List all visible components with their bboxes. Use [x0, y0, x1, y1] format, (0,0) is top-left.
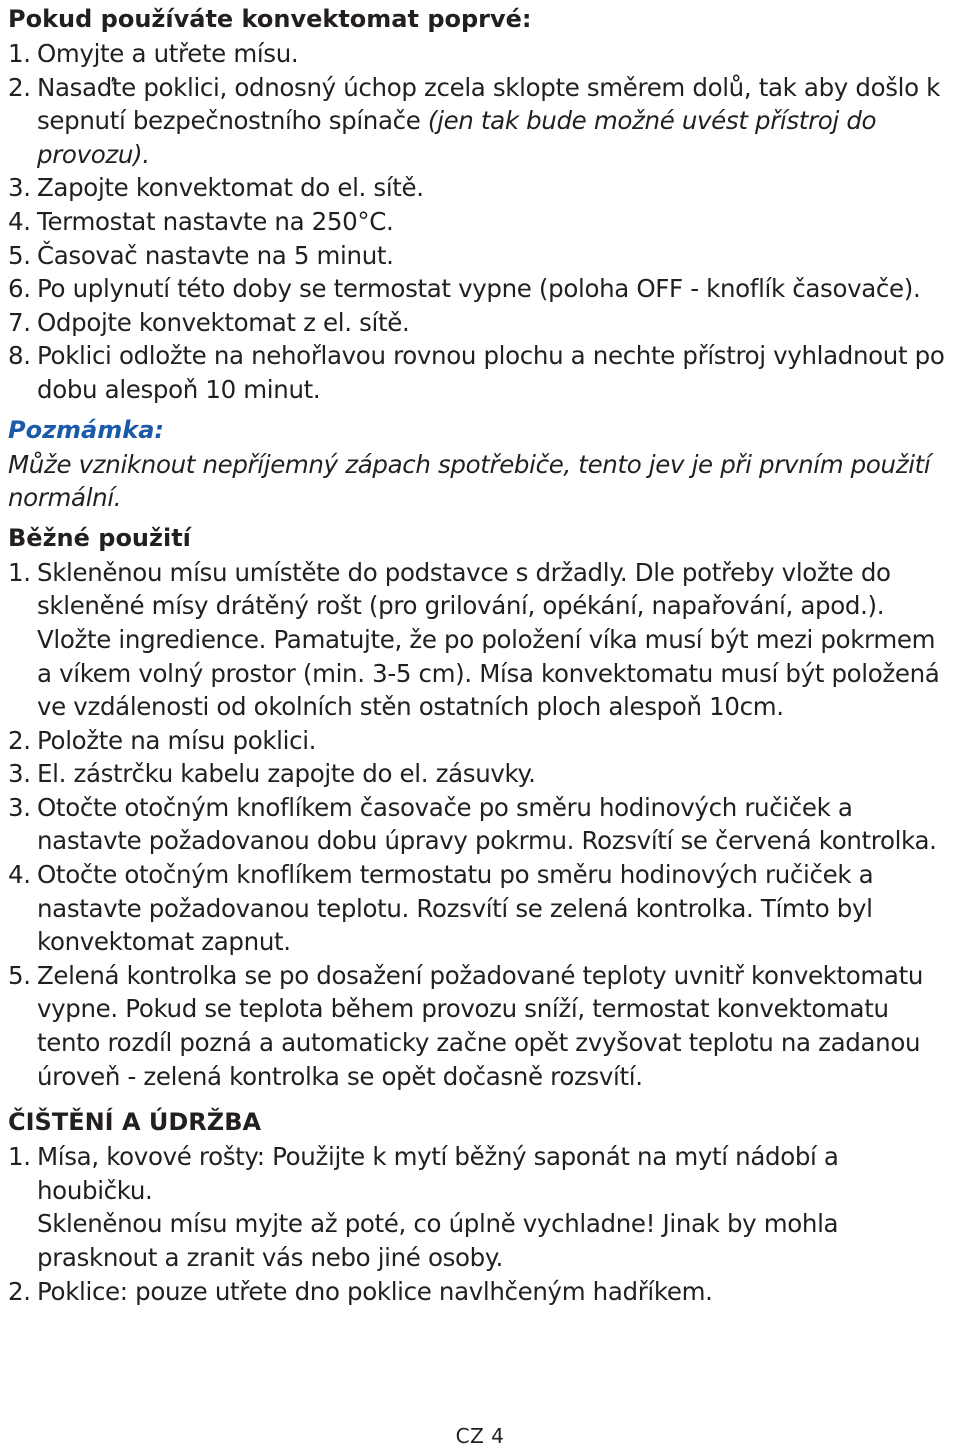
list-item: 3. Zapojte konvektomat do el. sítě.	[8, 173, 424, 203]
first-use-heading: Pokud používáte konvektomat poprvé:	[8, 5, 532, 33]
list-item: 8. Poklici odložte na nehořlavou rovnou plochu a nechte přístroj vyhladnout po dobu alespoň 10 minut.	[8, 341, 945, 404]
cleaning-warning: Skleněnou mísu myjte až poté, co úplně vychladne! Jinak by mohla prasknout a zranit vás nebo jiné osoby.	[37, 1209, 839, 1272]
italic-remark: (jen tak bude možné uvést přístroj do provozu).	[37, 106, 877, 169]
list-item: 7. Odpojte konvektomat z el. sítě.	[8, 307, 410, 337]
list-item: 1. Omyjte a utřete mísu.	[8, 39, 299, 68]
list-item: 1. Mísa, kovové rošty: Použijte k mytí běžný saponát na mytí nádobí a houbičku. Skleněnou mísu myjte až poté, co úplně vychladne! Jinak by mohla prasknout a zranit vás nebo jiné osoby.	[8, 1142, 839, 1272]
normal-use-heading: Běžné použití	[8, 523, 191, 552]
note-heading: Pozmámka:	[8, 415, 165, 444]
normal-use-list	[8, 556, 954, 1094]
document-page	[8, 4, 954, 1308]
list-item: 4. Termostat nastavte na 250°C.	[8, 206, 394, 236]
list-item: 1. Skleněnou mísu umístěte do podstavce s držadly. Dle potřeby vložte do skleněné mísy drátěný rošt (pro grilování, opékání, napařování, apod.). Vložte ingredience. Pamatujte, že po položení víka musí být mezi pokrmem a víkem volný prostor (min. 3-5 cm). Mísa konvektomatu musí být položená ve vzdálenosti od okolních stěn ostatních ploch alespoň 10cm.	[8, 557, 940, 722]
list-item: 2. Položte na mísu poklici.	[8, 725, 317, 755]
list-item: 6. Po uplynutí této doby se termostat vypne (poloha OFF - knoflík časovače).	[8, 274, 921, 304]
first-use-list	[8, 37, 954, 407]
list-item: 3. El. zástrčku kabelu zapojte do el. zásuvky.	[8, 759, 536, 789]
cleaning-list	[8, 1140, 954, 1308]
page-number: CZ 4	[455, 1424, 505, 1448]
cleaning-heading: ČIŠTĚNÍ A ÚDRŽBA	[8, 1108, 262, 1137]
list-item: 3. Otočte otočným knoflíkem časovače po směru hodinových ručiček a nastavte požadovanou dobu úpravy pokrmu. Rozsvítí se červená kontrolka.	[8, 792, 937, 856]
list-item: 5. Časovač nastavte na 5 minut.	[8, 240, 394, 270]
list-item: 5. Zelená kontrolka se po dosažení požadované teploty uvnitř konvektomatu vypne. Pokud se teplota během provozu sníží, termostat konvektomatu tento rozdíl pozná a automaticky začne opět zvyšovat teplotu na zadanou úroveň - zelená kontrolka se opět dočasně rozsvítí.	[8, 960, 924, 1091]
list-item: 2. Nasaďte poklici, odnosný úchop zcela sklopte směrem dolů, tak aby došlo k sepnutí bezpečnostního spínače (jen tak bude možné uvést přístroj do provozu).	[8, 72, 940, 169]
list-item: 4. Otočte otočným knoflíkem termostatu po směru hodinových ručiček a nastavte požadovanou teplotu. Rozsvítí se zelená kontrolka. Tímto byl konvektomat zapnut.	[8, 860, 874, 957]
list-item: 2. Poklice: pouze utřete dno poklice navlhčeným hadříkem.	[8, 1276, 713, 1306]
note-text: Může vzniknout nepříjemný zápach spotřebiče, tento jev je při prvním použití normální.	[8, 449, 931, 513]
